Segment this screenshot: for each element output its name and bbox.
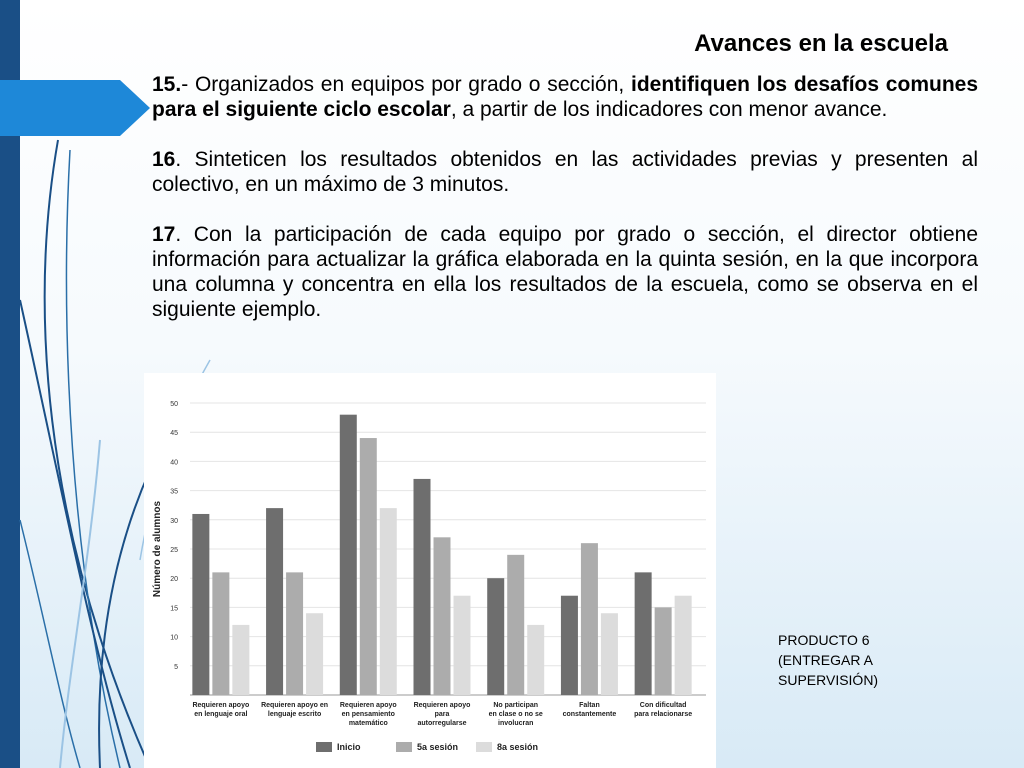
producto-line: SUPERVISIÓN) (778, 672, 879, 688)
paragraph-text: . Sinteticen los resultados obtenidos en las actividades previas y presenten al colectivo, en un máximo de 3 minutos. (152, 148, 978, 196)
y-tick-label: 40 (170, 459, 178, 467)
bar (360, 438, 377, 695)
bar (454, 596, 471, 695)
x-tick-label: Requieren apoyo (339, 702, 397, 709)
y-tick-label: 25 (170, 547, 178, 554)
bar (306, 613, 323, 695)
y-tick-label: 50 (170, 401, 178, 408)
y-tick-label: 10 (170, 634, 178, 642)
bar (487, 578, 504, 695)
paragraph-number: 17 (152, 223, 176, 246)
y-tick-label: 5 (174, 663, 178, 671)
producto-line: (ENTREGAR A (778, 652, 873, 668)
x-tick-label: Con dificultad (639, 702, 687, 709)
paragraph-number: 16 (152, 148, 176, 171)
y-tick-label: 45 (170, 430, 178, 438)
paragraph-16 (152, 147, 978, 197)
paragraph-17 (152, 222, 978, 322)
bar-chart-image (144, 373, 716, 768)
x-tick-label: involucran (498, 720, 534, 727)
bar-chart (144, 373, 716, 768)
producto-note (778, 630, 878, 690)
x-tick-label: No participan (493, 702, 539, 709)
legend-label: Inicio (337, 742, 361, 752)
y-tick-label: 20 (170, 576, 178, 584)
paragraph-number: 15. (152, 73, 182, 96)
bar (581, 543, 598, 695)
paragraph-text: , a partir de los indicadores con menor avance. (450, 98, 888, 121)
paragraph-text: - Organizados en equipos por grado o sección, (181, 73, 632, 96)
slide-content (152, 72, 978, 347)
bar (212, 572, 229, 695)
slide-title: Avances en la escuela (694, 30, 948, 57)
y-tick-label: 15 (170, 605, 178, 613)
x-tick-label: constantemente (562, 711, 617, 718)
x-tick-label: para (434, 711, 450, 718)
arrow-tab-shape (0, 80, 150, 136)
x-tick-label: Faltan (579, 702, 600, 709)
legend-swatch (316, 742, 332, 752)
bar (635, 572, 652, 695)
y-tick-label: 30 (170, 517, 178, 525)
x-tick-label: en pensamiento (341, 711, 395, 718)
bar (655, 607, 672, 695)
x-tick-label: Requieren apoyo (413, 702, 471, 709)
bar (507, 555, 524, 695)
bar (601, 613, 618, 695)
bar (414, 479, 431, 695)
y-axis-label: Número de alumnos (152, 500, 163, 598)
bar (561, 596, 578, 695)
bar (286, 572, 303, 695)
x-tick-label: lenguaje escrito (267, 711, 322, 718)
x-tick-label: en lenguaje oral (194, 711, 248, 718)
bar (340, 415, 357, 695)
bar (527, 625, 544, 695)
paragraph-emphasis: identifiquen los desafíos comunes para el siguiente ciclo escolar (152, 73, 979, 121)
legend-label: 5a sesión (417, 742, 459, 752)
bar (192, 514, 209, 695)
bar (675, 596, 692, 695)
x-tick-label: autorregularse (417, 720, 467, 727)
y-tick-label: 35 (170, 488, 178, 496)
bar (266, 508, 283, 695)
legend-label: 8a sesión (497, 742, 539, 752)
x-tick-label: matemático (348, 720, 388, 727)
x-tick-label: Requieren apoyo (192, 702, 250, 709)
paragraph-15 (152, 72, 978, 122)
x-tick-label: en clase o no se (488, 711, 543, 718)
paragraph-text: . Con la participación de cada equipo por grado o sección, el director obtiene información para actualizar la gráfica elaborada en la quinta sesión, en la que incorpora una columna y concentra en ella los resultados de la escuela, como se observa en el siguiente ejemplo. (152, 223, 978, 321)
legend-swatch (396, 742, 412, 752)
x-tick-label: para relacionarse (634, 711, 693, 718)
bar (380, 508, 397, 695)
producto-line: PRODUCTO 6 (778, 632, 870, 648)
bar (232, 625, 249, 695)
legend-swatch (476, 742, 492, 752)
x-tick-label: Requieren apoyo en (261, 702, 329, 709)
bar (434, 537, 451, 695)
